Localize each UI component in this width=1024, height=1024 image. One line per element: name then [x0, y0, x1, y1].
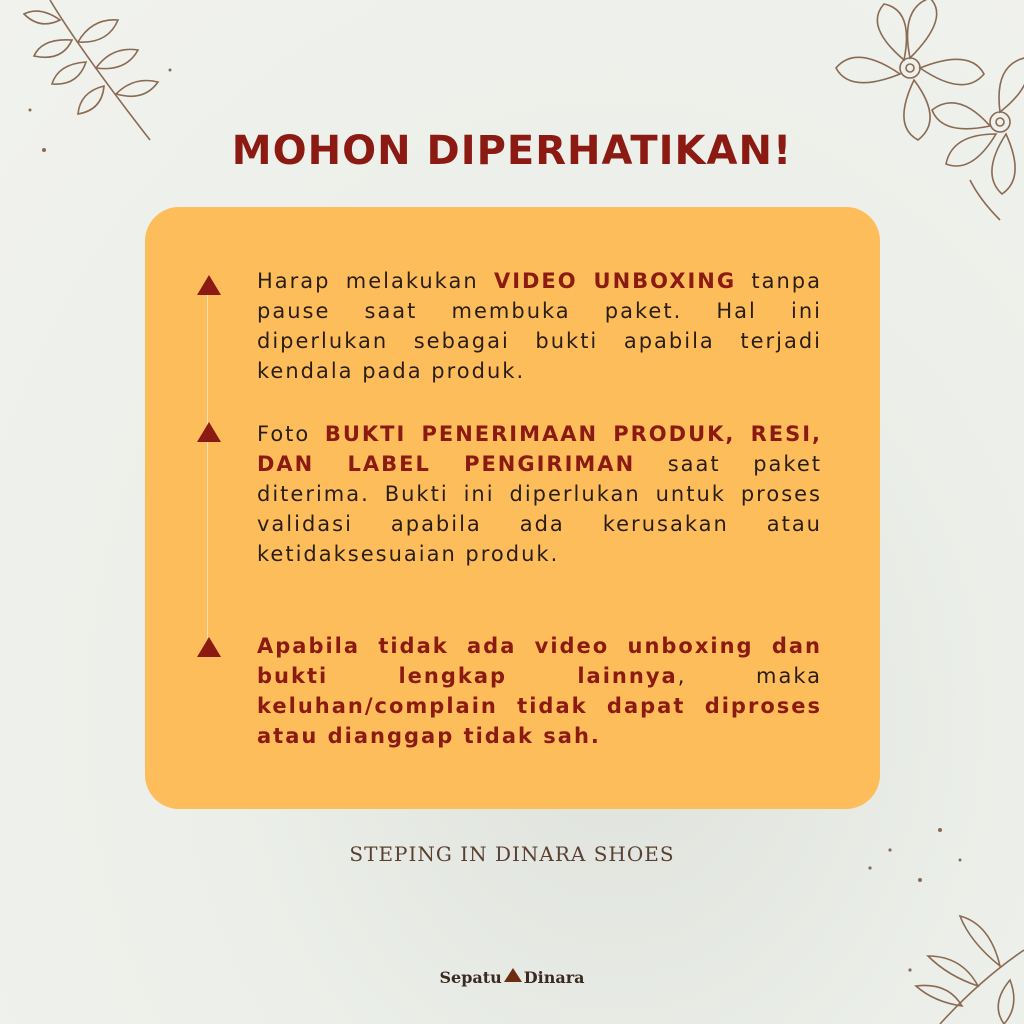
- flowers-icon: [820, 0, 1024, 230]
- brand-name-right: Dinara: [523, 968, 585, 987]
- brand-name-left: Sepatu: [439, 968, 502, 987]
- tagline: STEPING IN DINARA SHOES: [349, 842, 675, 866]
- triangle-bullet-icon: [197, 422, 221, 442]
- triangle-bullet-icon: [197, 637, 221, 657]
- notice-card: [145, 207, 880, 809]
- page-title: MOHON DIPERHATIKAN!: [231, 128, 793, 174]
- notice-item-3: [257, 631, 822, 751]
- notice-item-1: [257, 266, 822, 386]
- item-highlight: BUKTI PENERIMAAN PRODUK, RESI, DAN LABEL PENGIRIMAN: [257, 422, 823, 476]
- brand-triangle-icon: [504, 968, 522, 982]
- item-highlight: Apabila tidak ada video unboxing dan bukti lengkap lainnya: [257, 634, 822, 688]
- item-text: tanpa pause saat membuka paket. Hal ini diperlukan sebagai bukti apabila terjadi kendala pada produk.: [257, 269, 823, 383]
- brand-logo: [0, 968, 1024, 987]
- item-text: Harap melakukan: [257, 269, 494, 293]
- item-highlight: keluhan/complain tidak dapat diproses atau dianggap tidak sah.: [257, 694, 822, 748]
- timeline-line: [207, 293, 208, 638]
- notice-item-2: [257, 419, 822, 569]
- triangle-bullet-icon: [197, 275, 221, 295]
- item-text: , maka: [677, 664, 822, 688]
- item-text: Foto: [257, 422, 325, 446]
- item-highlight: VIDEO UNBOXING: [493, 269, 737, 293]
- item-text: saat paket diterima. Bukti ini diperlukan untuk proses validasi apabila ada kerusakan atau ketidaksesuaian produk.: [257, 452, 822, 566]
